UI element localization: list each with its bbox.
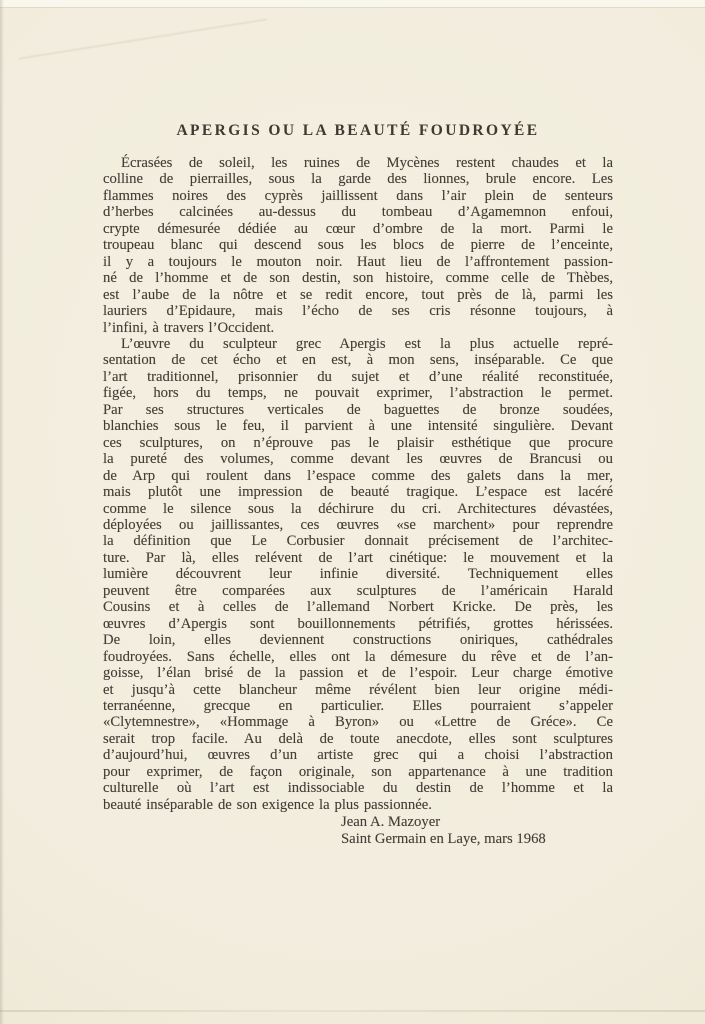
text-line: beauté inséparable de son exigence la plus passionnée. <box>103 796 432 813</box>
scan-top-edge <box>0 0 705 8</box>
text-line: la pureté des volumes, comme devant les œuvres de Brancusi ou <box>103 451 613 468</box>
essay-body <box>103 155 613 813</box>
text-line: est l’aube de la nôtre et se redit encore, tout près de là, parmi les <box>103 286 613 303</box>
text-line: la définition que Le Corbusier donnait précisement de l’architec- <box>103 533 613 550</box>
text-line: l’art traditionnel, prisonnier du sujet et d’une réalité reconstituée, <box>103 368 613 385</box>
text-line: d’herbes calcinées au-dessus du tombeau d’Agamemnon enfoui, <box>103 204 613 221</box>
scan-left-edge <box>0 0 4 1024</box>
text-line: pour exprimer, de façon originale, son appartenance à une tradition <box>103 763 613 780</box>
text-line: foudroyées. Sans échelle, elles ont la démesure du rêve et de l’an- <box>103 648 613 665</box>
text-line: il y a toujours le mouton noir. Haut lieu de l’affrontement passion- <box>103 253 613 270</box>
paper-crease <box>17 17 268 60</box>
text-line: comme le silence sous la déchirure du cri. Architectures dévastées, <box>103 500 613 517</box>
text-line: Cousins et à celles de l’allemand Norbert Kricke. De près, les <box>103 599 613 616</box>
text-line: et jusqu’à cette blancheur même révélent bien leur origine médi- <box>103 681 613 698</box>
text-line: flammes noires des cyprès jaillissent dans l’air plein de senteurs <box>103 187 613 204</box>
signature-place-date: Saint Germain en Laye, mars 1968 <box>341 830 546 847</box>
text-line: sentation de cet écho et en est, à mon sens, inséparable. Ce que <box>103 352 613 369</box>
scan-bottom-edge <box>0 1010 705 1012</box>
text-line: déployées ou jaillissantes, ces œuvres «se marchent» pour reprendre <box>103 516 613 533</box>
text-line: goisse, l’élan brisé de la passion et de l’espoir. Leur charge émotive <box>103 665 613 682</box>
text-line: blanchies sous le feu, il parvient à une intensité singulière. Devant <box>103 418 613 435</box>
text-line: colline de pierrailles, sous la garde des lionnes, brule encore. Les <box>103 171 613 188</box>
text-line: de Arp qui roulent dans l’espace comme des galets dans la mer, <box>103 467 613 484</box>
paragraph-1 <box>103 155 613 336</box>
signature-block <box>341 814 546 848</box>
text-line: né de l’homme et de son destin, son histoire, comme celle de Thèbes, <box>103 270 613 287</box>
text-line: De loin, elles deviennent constructions oniriques, cathédrales <box>103 632 613 649</box>
text-line: Écrasées de soleil, les ruines de Mycènes restent chaudes et la <box>121 155 613 171</box>
paragraph-2 <box>103 336 613 813</box>
text-line: L’œuvre du sculpteur grec Apergis est la plus actuelle repré- <box>121 335 613 352</box>
text-line: ces sculptures, on n’éprouve pas le plaisir esthétique que procure <box>103 434 613 451</box>
text-line: l’infini, à travers l’Occident. <box>103 319 275 336</box>
text-line: «Clytemnestre», «Hommage à Byron» ou «Lettre de Gréce». Ce <box>103 714 613 731</box>
text-line: peuvent être comparées aux sculptures de l’américain Harald <box>103 582 613 599</box>
page-title: APERGIS OU LA BEAUTÉ FOUDROYÉE <box>176 122 540 139</box>
text-line: lauriers d’Epidaure, mais l’écho de ses cris résonne toujours, à <box>103 303 613 320</box>
text-line: culturelle où l’art est indissociable du destin de l’homme et la <box>103 780 613 797</box>
text-line: mais plutôt une impression de beauté tragique. L’espace est lacéré <box>103 484 613 501</box>
text-line: œuvres d’Apergis sont bouillonnements pétrifiés, grottes hérissées. <box>103 615 613 632</box>
signature-name: Jean A. Mazoyer <box>341 814 441 830</box>
text-line: lumière découvrent leur infinie diversité. Techniquement elles <box>103 566 613 583</box>
text-line: terranéenne, grecque en particulier. Elles pourraient s’appeler <box>103 697 613 714</box>
text-line: crypte démesurée dédiée au cœur d’ombre de la mort. Parmi le <box>103 220 613 237</box>
text-line: Par ses structures verticales de baguettes de bronze soudées, <box>103 401 613 418</box>
text-line: troupeau blanc qui descend sous les blocs de pierre de l’enceinte, <box>103 237 613 254</box>
text-line: figée, hors du temps, ne pouvait exprimer, l’abstraction le permet. <box>103 385 613 402</box>
text-line: serait trop facile. Au delà de toute anecdote, elles sont sculptures <box>103 730 613 747</box>
text-line: ture. Par là, elles relévent de l’art cinétique: le mouvement et la <box>103 549 613 566</box>
text-line: d’aujourd’hui, œuvres d’un artiste grec qui a choisi l’abstraction <box>103 747 613 764</box>
